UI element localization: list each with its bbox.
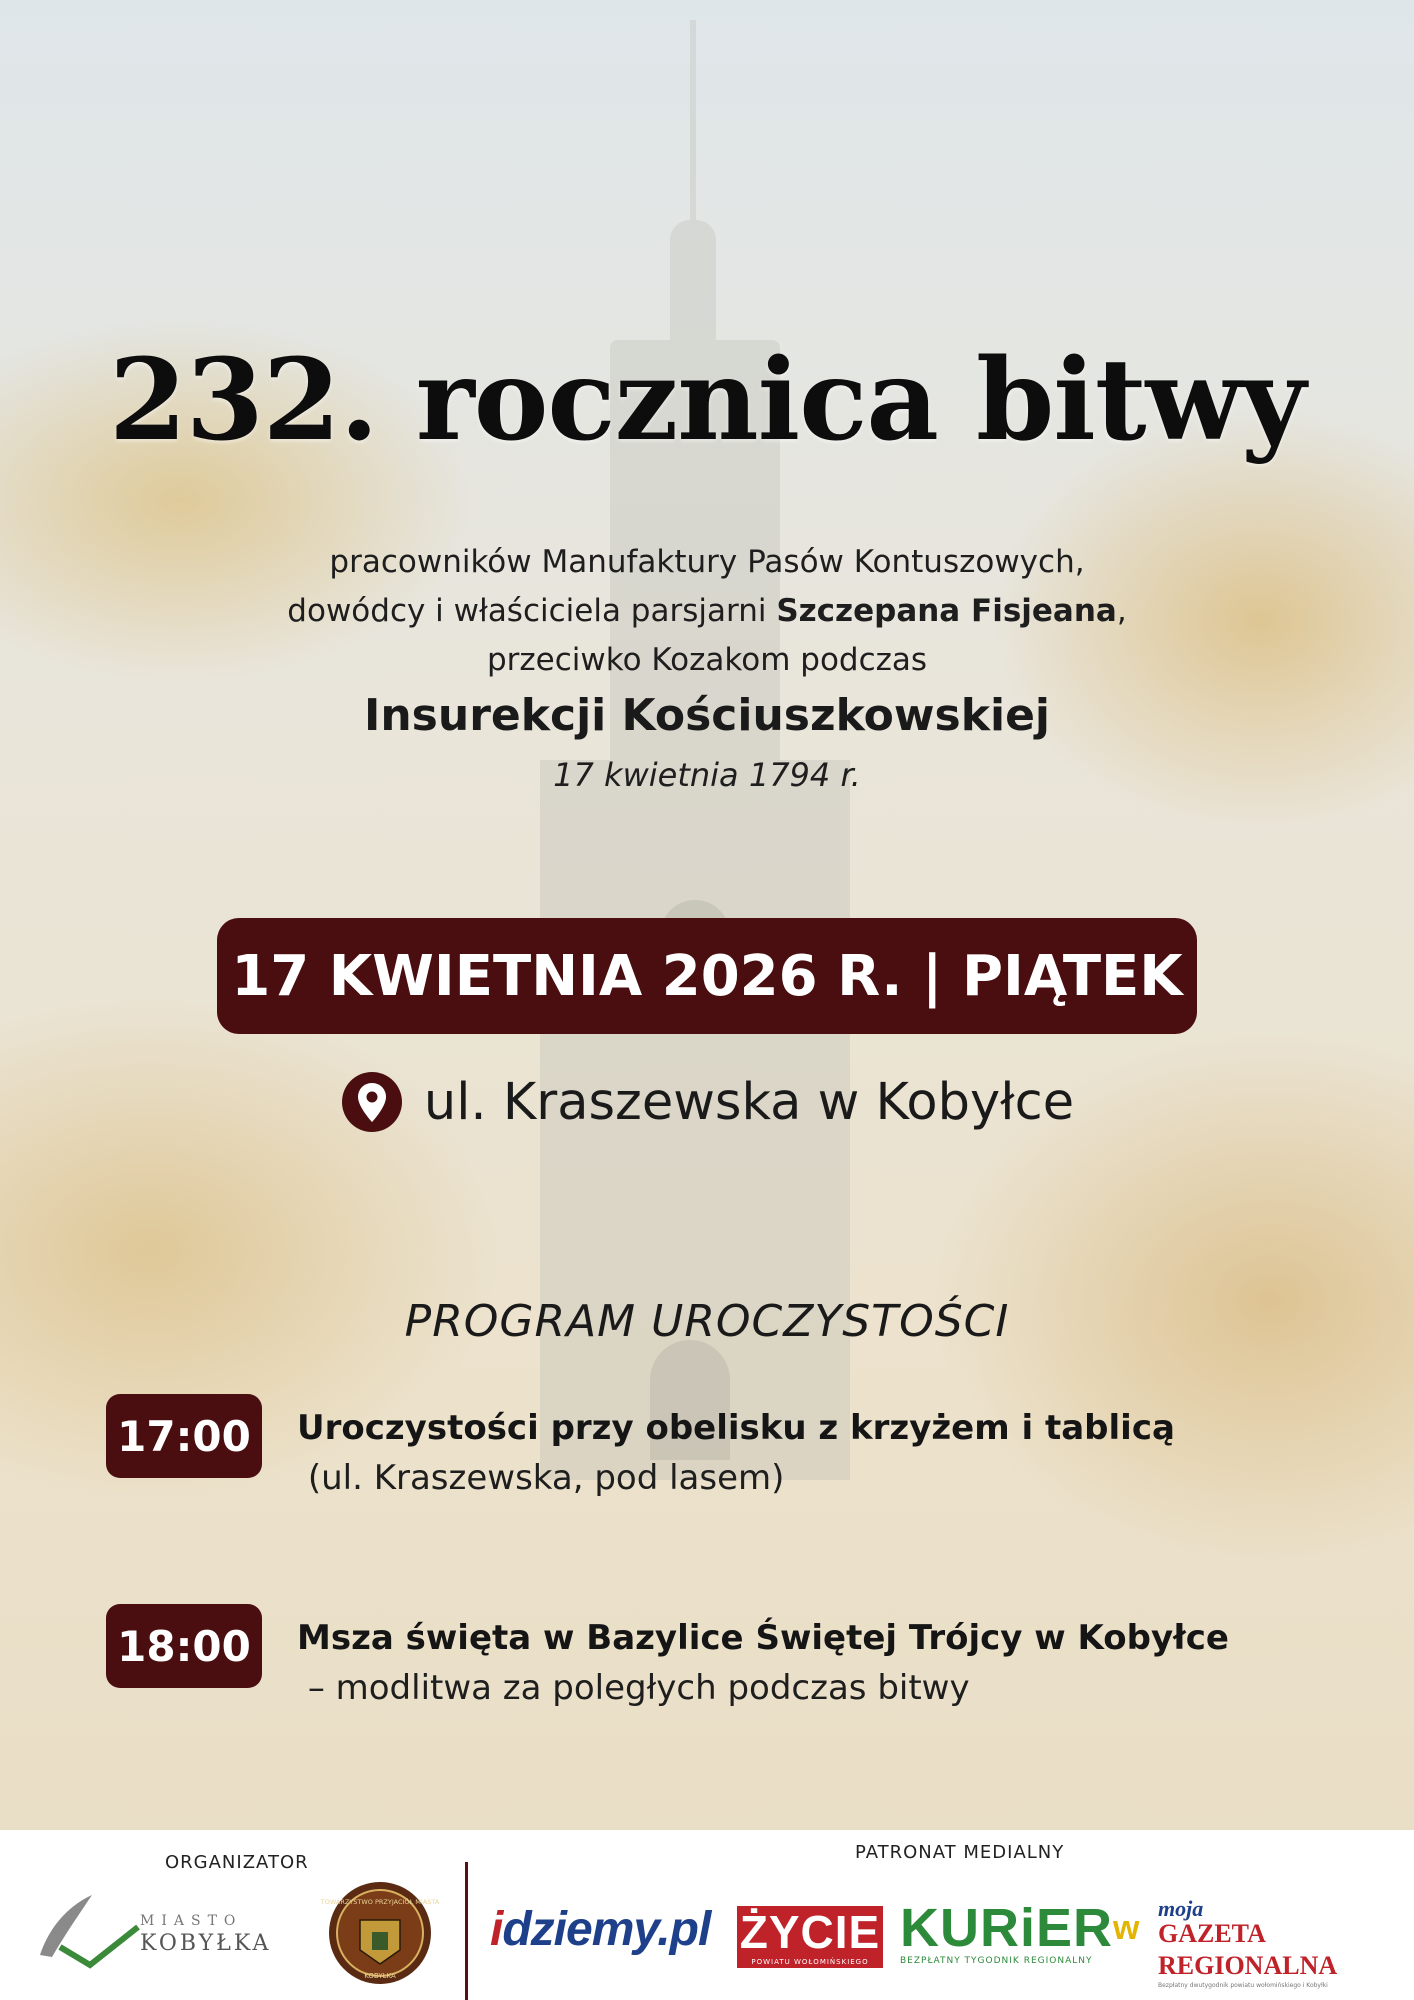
event-date-badge xyxy=(217,918,1197,1034)
gazeta-logo-sub: Bezpłatny dwutygodnik powiatu wołomińskiego i Kobyłki xyxy=(1158,1982,1328,1989)
program-time-badge xyxy=(106,1604,262,1688)
commander-name: Szczepana Fisjeana xyxy=(776,593,1117,629)
program-description xyxy=(297,1406,1377,1506)
gazeta-logo-moja: moja xyxy=(1158,1896,1204,1921)
subtitle-line-2-comma: , xyxy=(1116,593,1127,629)
program-detail-text: (ul. Kraszewska, pod lasem) xyxy=(307,1458,785,1498)
kurier-logo xyxy=(900,1900,1140,1966)
church-spire xyxy=(690,20,696,220)
idziemy-logo-i: i xyxy=(490,1903,503,1956)
location-text: ul. Kraszewska w Kobyłce xyxy=(423,1072,1075,1132)
program-description xyxy=(297,1616,1377,1716)
program-time-badge xyxy=(106,1394,262,1478)
zycie-logo xyxy=(737,1906,883,1968)
kobylka-feather-icon xyxy=(30,1885,140,1975)
poster-title: 232. rocznica bitwy xyxy=(108,335,1306,466)
program-title: Msza święta w Bazylice Świętej Trójcy w Kobyłce xyxy=(297,1618,1229,1658)
subtitle xyxy=(0,538,1414,685)
media-patron-label: PATRONAT MEDIALNY xyxy=(855,1842,1065,1863)
subtitle-line-1: pracowników Manufaktury Pasów Kontuszowych, xyxy=(329,544,1085,580)
sponsor-footer xyxy=(0,1830,1414,2000)
kurier-logo-sub: BEZPŁATNY TYGODNIK REGIONALNY xyxy=(900,1956,1093,1966)
insurrection-name: Insurekcji Kościuszkowskiej xyxy=(363,690,1051,741)
subtitle-line-2-text: dowódcy i właściciela parsjarni xyxy=(287,593,777,629)
footer-divider xyxy=(465,1862,468,2000)
zycie-logo-sub: POWIATU WOŁOMIŃSKIEGO xyxy=(751,1958,869,1966)
idziemy-logo-text: dziemy.pl xyxy=(502,1903,711,1956)
event-date: 17 KWIETNIA 2026 R. | PIĄTEK xyxy=(231,943,1183,1009)
program-title: Uroczystości przy obelisku z krzyżem i tablicą xyxy=(297,1408,1175,1448)
kobylka-city-logo xyxy=(30,1885,300,1975)
organizer-label: ORGANIZATOR xyxy=(165,1852,309,1873)
program-detail xyxy=(297,1450,1377,1506)
subtitle-line-2 xyxy=(0,587,1414,636)
kurier-logo-text: KURiER xyxy=(900,1898,1114,1958)
program-detail xyxy=(297,1660,1377,1716)
kurier-logo-text-wrap xyxy=(900,1900,1140,1956)
seal-text-bottom: KOBYŁKA xyxy=(364,1972,396,1980)
program-heading: PROGRAM UROCZYSTOŚCI xyxy=(404,1296,1010,1347)
map-pin-icon xyxy=(340,1070,404,1134)
church-lantern xyxy=(670,220,716,340)
kobylka-logo-name: KOBYŁKA xyxy=(140,1931,272,1956)
historic-date: 17 kwietnia 1794 r. xyxy=(553,756,861,794)
program-detail-text: – modlitwa za poległych podczas bitwy xyxy=(307,1668,970,1708)
gazeta-regionalna-logo xyxy=(1158,1896,1388,1989)
subtitle-line-3: przeciwko Kozakom podczas xyxy=(486,642,928,678)
program-time: 17:00 xyxy=(117,1411,251,1461)
kurier-logo-w: w xyxy=(1113,1909,1141,1947)
zycie-logo-text: ŻYCIE xyxy=(739,1906,881,1958)
society-seal-logo xyxy=(320,1880,440,1986)
gazeta-logo-text: GAZETA REGIONALNA xyxy=(1158,1919,1338,1980)
event-location xyxy=(0,1070,1414,1134)
program-time: 18:00 xyxy=(117,1621,251,1671)
seal-text-top: TOWARZYSTWO PRZYJACIÓŁ MIASTA xyxy=(320,1898,440,1906)
kobylka-logo-top: MIASTO xyxy=(140,1913,243,1929)
idziemy-logo xyxy=(490,1902,710,1957)
